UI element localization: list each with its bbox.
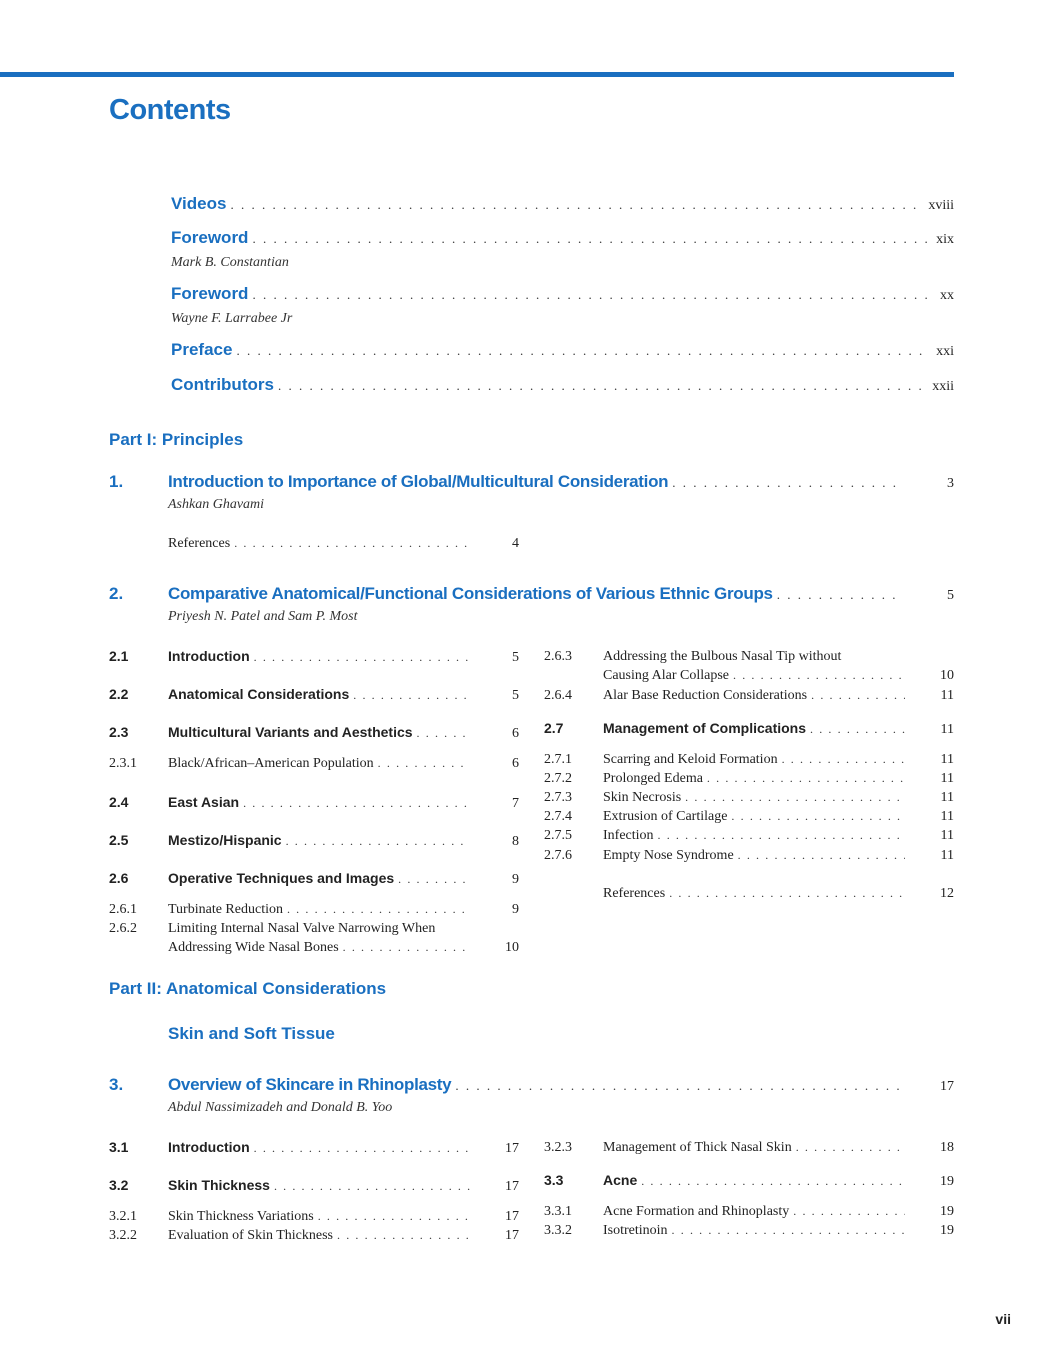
part-heading: Part II: Anatomical Considerations — [109, 979, 387, 998]
chapter-title: Overview of Skincare in Rhinoplasty — [168, 1075, 452, 1094]
section-label: Introduction — [168, 1139, 250, 1155]
section-number: 3.3.2 — [544, 1223, 572, 1238]
section-label: References — [603, 886, 666, 901]
section-page: 8 — [512, 834, 519, 849]
section-label: Addressing Wide Nasal Bones — [168, 940, 339, 955]
section-label: Extrusion of Cartilage — [603, 809, 728, 824]
chapter-1-entry[interactable] — [109, 472, 954, 492]
leader-dots — [782, 752, 905, 767]
section-label: Mestizo/Hispanic — [168, 832, 282, 848]
section-number: 2.6 — [109, 870, 129, 886]
section-number: 2.7 — [544, 720, 564, 736]
section-label: Limiting Internal Nasal Valve Narrowing When — [168, 921, 436, 936]
section-number: 2.7.6 — [544, 848, 572, 863]
section-entry[interactable] — [109, 648, 519, 666]
section-number: 2.7.5 — [544, 828, 572, 843]
section-label: Causing Alar Collapse — [603, 668, 729, 683]
leader-dots — [455, 1078, 902, 1094]
section-label: Skin Thickness Variations — [168, 1209, 314, 1224]
entry-page: xviii — [928, 198, 954, 213]
references-entry[interactable] — [544, 886, 954, 902]
chapter-page: 3 — [947, 476, 954, 491]
section-page: 11 — [940, 790, 954, 805]
entry-label: Foreword — [171, 284, 249, 303]
section-page: 11 — [940, 688, 954, 703]
section-page: 10 — [505, 940, 519, 955]
section-label: Multicultural Variants and Aesthetics — [168, 724, 413, 740]
section-entry[interactable] — [109, 794, 519, 812]
section-page: 19 — [940, 1174, 954, 1189]
section-page: 17 — [505, 1228, 519, 1243]
entry-label: Foreword — [171, 228, 249, 247]
section-label: Management of Complications — [603, 720, 807, 736]
section-page: 11 — [940, 771, 954, 786]
chapter-title: Comparative Anatomical/Functional Considerations of Various Ethnic Groups — [168, 584, 773, 603]
section-number: 2.7.1 — [544, 752, 572, 767]
leader-dots — [733, 668, 905, 683]
section-page: 9 — [512, 872, 519, 887]
leader-dots — [337, 1228, 470, 1243]
entry-label: Contributors — [171, 375, 274, 394]
section-number: 3.3.1 — [544, 1204, 572, 1219]
leader-dots — [254, 650, 470, 665]
section-label: Alar Base Reduction Considerations — [603, 688, 808, 703]
section-number: 2.2 — [109, 686, 129, 702]
section-page: 17 — [505, 1209, 519, 1224]
section-page: 5 — [512, 650, 519, 665]
leader-dots — [672, 475, 902, 491]
leader-dots — [810, 722, 905, 737]
leader-dots — [811, 688, 905, 703]
section-entry[interactable] — [109, 870, 519, 888]
section-label: Turbinate Reduction — [168, 902, 283, 917]
section-label: Skin Thickness — [168, 1177, 270, 1193]
leader-dots — [243, 796, 470, 811]
leader-dots — [777, 587, 902, 603]
section-number: 3.2.3 — [544, 1140, 572, 1155]
leader-dots — [287, 902, 470, 917]
section-label: Management of Thick Nasal Skin — [603, 1140, 792, 1155]
leader-dots — [353, 688, 470, 703]
chapter-title: Introduction to Importance of Global/Multicultural Consideration — [168, 472, 669, 491]
section-page: 7 — [512, 796, 519, 811]
section-label: Empty Nose Syndrome — [603, 848, 734, 863]
section-label: East Asian — [168, 794, 240, 810]
section-page: 19 — [940, 1223, 954, 1238]
section-page: 10 — [940, 668, 954, 683]
toc-entry-videos[interactable] — [171, 194, 954, 214]
section-number: 2.3.1 — [109, 756, 137, 771]
section-entry[interactable] — [544, 720, 954, 738]
references-entry[interactable] — [109, 536, 519, 552]
entry-author: Mark B. Constantian — [171, 255, 289, 270]
leader-dots — [731, 809, 905, 824]
section-label: Anatomical Considerations — [168, 686, 350, 702]
section-number: 3.2.2 — [109, 1228, 137, 1243]
leader-dots — [417, 726, 470, 741]
subsection-entry-continued[interactable] — [544, 668, 954, 684]
subsection-entry[interactable] — [544, 809, 954, 825]
section-number: 2.6.1 — [109, 902, 137, 917]
leader-dots — [796, 1140, 905, 1155]
section-label: Acne — [603, 1172, 638, 1188]
section-label: Evaluation of Skin Thickness — [168, 1228, 333, 1243]
leader-dots — [658, 828, 905, 843]
chapter-author: Priyesh N. Patel and Sam P. Most — [168, 609, 358, 624]
section-page: 17 — [505, 1179, 519, 1194]
subsection-entry[interactable] — [544, 1204, 954, 1220]
subsection-entry[interactable] — [544, 1140, 954, 1156]
section-label: Addressing the Bulbous Nasal Tip without — [603, 649, 842, 664]
entry-author: Wayne F. Larrabee Jr — [171, 311, 293, 326]
leader-dots — [707, 771, 905, 786]
leader-dots — [641, 1174, 905, 1189]
leader-dots — [278, 378, 924, 394]
entry-label: References — [168, 536, 231, 551]
subsection-entry[interactable] — [109, 921, 519, 937]
section-number: 3.3 — [544, 1172, 564, 1188]
subsection-entry[interactable] — [544, 828, 954, 844]
section-number: 2.7.3 — [544, 790, 572, 805]
section-page: 11 — [940, 848, 954, 863]
section-label: Prolonged Edema — [603, 771, 703, 786]
section-number: 2.7.2 — [544, 771, 572, 786]
section-number: 2.6.3 — [544, 649, 572, 664]
toc-entry-preface[interactable] — [171, 340, 954, 360]
subsection-entry[interactable] — [544, 848, 954, 864]
leader-dots — [738, 848, 905, 863]
section-number: 2.6.2 — [109, 921, 137, 936]
subsection-entry[interactable] — [544, 752, 954, 768]
section-entry[interactable] — [109, 686, 519, 704]
leader-dots — [378, 756, 470, 771]
section-page: 17 — [505, 1141, 519, 1156]
subsection-entry[interactable] — [544, 771, 954, 787]
entry-page: xix — [936, 232, 954, 247]
entry-page: xxi — [936, 344, 954, 359]
subsection-entry[interactable] — [544, 649, 954, 665]
subsection-entry[interactable] — [544, 688, 954, 704]
leader-dots — [252, 287, 932, 303]
section-page: 12 — [940, 886, 954, 901]
section-label: Scarring and Keloid Formation — [603, 752, 778, 767]
subsection-entry[interactable] — [109, 756, 519, 772]
leader-dots — [685, 790, 905, 805]
part-heading: Part I: Principles — [109, 430, 244, 449]
section-number: 2.6.4 — [544, 688, 572, 703]
section-number: 3.2.1 — [109, 1209, 137, 1224]
entry-page: xx — [940, 288, 954, 303]
section-label: Acne Formation and Rhinoplasty — [603, 1204, 790, 1219]
section-entry[interactable] — [544, 1172, 954, 1190]
section-page: 5 — [512, 688, 519, 703]
leader-dots — [793, 1204, 905, 1219]
toc-entry-contributors[interactable] — [171, 375, 954, 395]
section-entry[interactable] — [109, 832, 519, 850]
leader-dots — [254, 1141, 470, 1156]
subsection-entry[interactable] — [544, 1223, 954, 1239]
subsection-entry[interactable] — [109, 1228, 519, 1244]
leader-dots — [252, 231, 928, 247]
chapter-number: 3. — [109, 1075, 124, 1094]
section-label: Skin Necrosis — [603, 790, 682, 805]
entry-page: 4 — [512, 536, 519, 551]
leader-dots — [234, 536, 470, 551]
section-label: Isotretinoin — [603, 1223, 668, 1238]
section-entry[interactable] — [109, 724, 519, 742]
toc-entry-foreword-2[interactable] — [171, 284, 954, 304]
part-subheading: Skin and Soft Tissue — [168, 1024, 335, 1043]
section-number: 2.7.4 — [544, 809, 572, 824]
section-label: Infection — [603, 828, 654, 843]
leader-dots — [343, 940, 470, 955]
section-page: 11 — [940, 752, 954, 767]
section-page: 19 — [940, 1204, 954, 1219]
leader-dots — [230, 197, 920, 213]
chapter-page: 5 — [947, 588, 954, 603]
section-page: 6 — [512, 726, 519, 741]
section-number: 3.2 — [109, 1177, 129, 1193]
section-page: 9 — [512, 902, 519, 917]
chapter-2-entry[interactable] — [109, 584, 954, 604]
section-number: 2.3 — [109, 724, 129, 740]
subsection-entry[interactable] — [109, 1209, 519, 1225]
leader-dots — [286, 834, 470, 849]
subsection-entry[interactable] — [544, 790, 954, 806]
section-number: 2.5 — [109, 832, 129, 848]
toc-entry-foreword-1[interactable] — [171, 228, 954, 248]
leader-dots — [398, 872, 470, 887]
page-number: vii — [995, 1311, 1011, 1327]
leader-dots — [669, 886, 905, 901]
chapter-page: 17 — [940, 1079, 954, 1094]
section-page: 18 — [940, 1140, 954, 1155]
chapter-number: 1. — [109, 472, 124, 491]
leader-dots — [274, 1179, 470, 1194]
subsection-entry[interactable] — [109, 902, 519, 918]
section-page: 6 — [512, 756, 519, 771]
section-page: 11 — [940, 722, 954, 737]
section-number: 2.1 — [109, 648, 129, 664]
subsection-entry-continued[interactable] — [109, 940, 519, 956]
section-entry[interactable] — [109, 1177, 519, 1195]
section-entry[interactable] — [109, 1139, 519, 1157]
section-label: Black/African–American Population — [168, 756, 374, 771]
section-number: 2.4 — [109, 794, 129, 810]
section-page: 11 — [940, 809, 954, 824]
chapter-author: Ashkan Ghavami — [168, 497, 265, 512]
chapter-author: Abdul Nassimizadeh and Donald B. Yoo — [168, 1100, 393, 1115]
leader-dots — [672, 1223, 905, 1238]
section-number: 3.1 — [109, 1139, 129, 1155]
entry-label: Videos — [171, 194, 227, 213]
section-label: Introduction — [168, 648, 250, 664]
chapter-number: 2. — [109, 584, 124, 603]
entry-label: Preface — [171, 340, 233, 359]
page-title: Contents — [109, 94, 231, 126]
chapter-3-entry[interactable] — [109, 1075, 954, 1095]
leader-dots — [318, 1209, 470, 1224]
section-label: Operative Techniques and Images — [168, 870, 395, 886]
entry-page: xxii — [932, 379, 954, 394]
section-page: 11 — [940, 828, 954, 843]
leader-dots — [236, 343, 928, 359]
header-rule — [0, 72, 954, 77]
